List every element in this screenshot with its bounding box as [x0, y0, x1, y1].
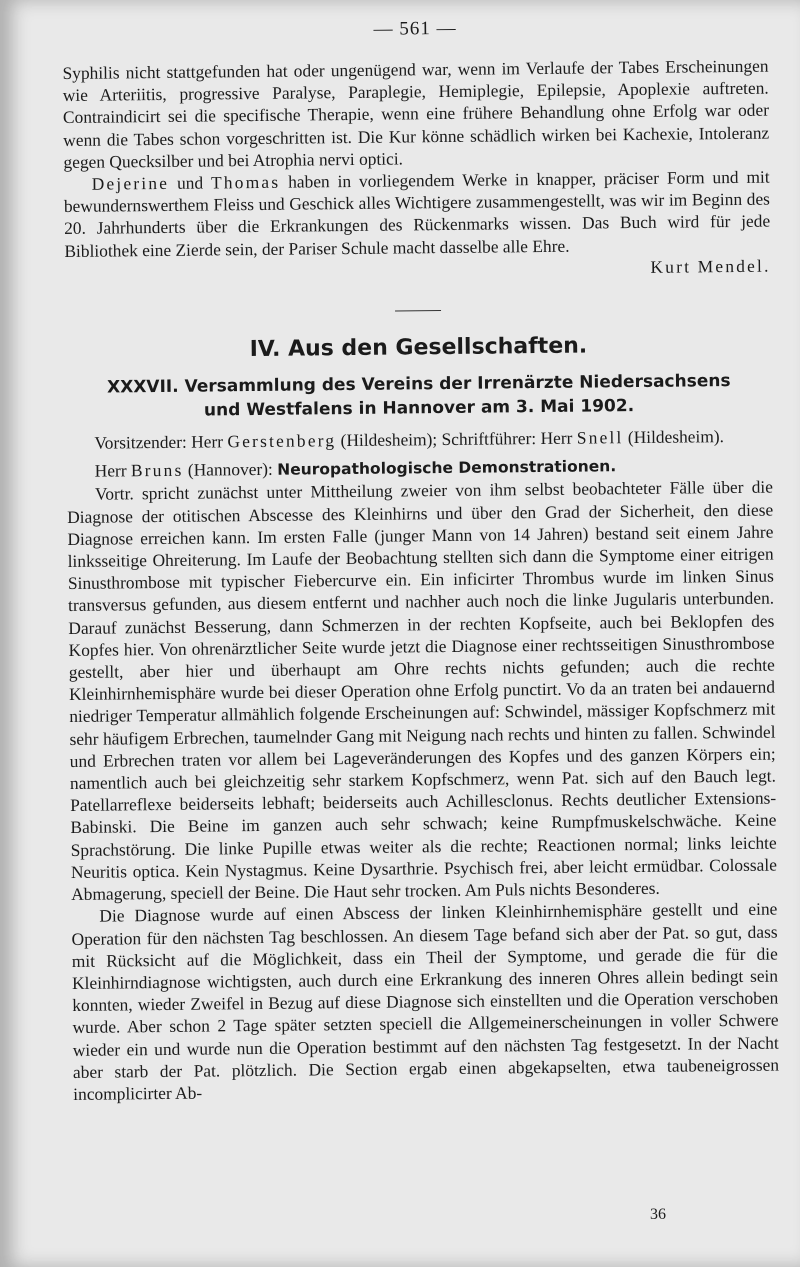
secretary-place: (Hildesheim). [627, 426, 725, 448]
chair-name: Gerstenberg [227, 430, 337, 452]
secretary-name: Snell [576, 427, 624, 448]
author-thomas: Thomas [210, 171, 281, 193]
paragraph-syphilis: Syphilis nicht stattgefunden hat oder ungenügend war, wenn im Verlaufe der Tabes Erscheinungen wie Arteriitis, progressive Paralyse, Paraplegie, Hemiplegie, Epilepsie, Apoplexie auftreten. Contraindicirt sei die specifische Therapie, wenn eine frühere Behandlung ohne Erfolg war oder wenn die Tabes schon vorgeschritten ist. Die Kur könne schädlich wirken bei Kachexie, Intoleranz gegen Quecksilber und bei Atrophia nervi optici. [62, 55, 770, 172]
meeting-heading-line2: und Westfalens in Hannover am 3. Mai 1902. [203, 396, 635, 421]
meeting-heading [66, 369, 772, 424]
speaker-topic: Neuropathologische Demonstrationen. [277, 457, 617, 480]
paragraph-diagnosis: Die Diagnose wurde auf einen Abscess der linken Kleinhirnhemisphäre gestellt und eine Operation für den nächsten Tag beschlossen. An diesem Tage befand sich aber der Pat. so gut, dass mit Rücksicht auf die Möglichkeit, dass ein Theil der Symptome, und gerade die für die Kleinhirndiagnose wichtigsten, auch durch eine Erkrankung des inneren Ohres allein bedingt sein konnten, wieder Zweifel in Bezug auf diese Diagnose sich einstellten und die Operation verschoben wurde. Aber schon 2 Tage später setzten speciell die Allgemeinerscheinungen in voller Schwere wieder ein und wurde nun die Operation bestimmt auf den nächsten Tag festgesetzt. In der Nacht aber starb der Pat. plötzlich. Die Section ergab einen abgekapselten, etwa taubeneigrossen incomplicirter Ab- [71, 898, 780, 1104]
chair-place-secretary-label: (Hildesheim); Schriftführer: Herr [340, 427, 573, 451]
review-signature: Kurt Mendel. [650, 255, 771, 277]
speaker-name: Bruns [130, 459, 184, 481]
paragraph-case-report: Vortr. spricht zunächst unter Mittheilung zweier von ihm selbst beobachteter Fälle über die Diagnose der otitischen Abscesse des Kleinhirns und über den Grad der Sicherheit, den diese Diagnose erreichen kann. Im ersten Falle (junger Mann von 14 Jahren) bestand seit einem Jahre linksseitige Ohreiterung. Im Laufe der Beobachtung stellten sich dann die Symptome einer eitrigen Sinusthrombose mit typischer Fiebercurve ein. Ein inficirter Thrombus wurde im linken Sinus transversus gefunden, aus diesem entfernt und nachher auch noch die linke Jugularis unterbunden. Darauf zunächst Besserung, dann Schmerzen in der rechten Kopfseite, auch bei Beklopfen des Kopfes hier. Von ohrenärztlicher Seite wurde jetzt die Diagnose einer rechtsseitigen Sinusthrombose gestellt, aber hier und überhaupt am Ohre rechts nichts gefunden; auch die rechte Kleinhirnhemisphäre wurde bei dieser Operation ohne Erfolg punctirt. Vo da an traten bei andauernd niedriger Temperatur allmählich folgende Erscheinungen auf: Schwindel, mässiger Kopfschmerz mit sehr häufigem Erbrechen, taumelnder Gang mit Neigung nach rechts und hinten zu fallen. Schwindel und Erbrechen traten vor allem bei Lageveränderungen des Kopfes und des ganzen Körpers ein; namentlich auch bei gleichzeitig sehr starkem Kopfschmerz, wenn Pat. sich auf den Bauch legt. Patellarreflexe beiderseits lebhaft; beiderseits auch Achillesclonus. Rechts deutlicher Extensions-Babinski. Die Beine im ganzen auch sehr schwach; keine Rumpfmuskelschwäche. Keine Sprachstörung. Die linke Pupille etwas weiter als die rechte; Reactionen normal; links leichte Neuritis optica. Kein Nystagmus. Keine Dysarthrie. Psychisch frei, aber leicht ermüdbar. Colossale Abmagerung, speciell der Beine. Die Haut sehr trocken. Am Puls nichts Besonderes. [67, 477, 777, 905]
speaker-place: (Hannover): [187, 459, 273, 480]
section-heading: IV. Aus den Gesellschaften. [249, 333, 588, 363]
paragraph-review [64, 166, 771, 262]
page-text-block [62, 15, 779, 1105]
word-und: und [176, 172, 204, 193]
signature-mark: 36 [650, 1206, 666, 1223]
meeting-heading-line1: XXXVII. Versammlung des Vereins der Irrenärzte Niedersachsens [106, 371, 731, 398]
speaker-prefix: Herr [94, 460, 127, 481]
author-dejerine: Dejerine [91, 172, 170, 194]
review-text: haben in vorliegendem Werke in knapper, präciser Form und mit bewundernswerthem Fleiss und Geschick alles Wichtigere zusammengestellt, was wir im Beginn des 20. Jahrhunderts über die Erkrankungen des Rückenmarks wissen. Das Buch wird für jede Bibliothek eine Zierde sein, der Pariser Schule macht dasselbe alle Ehre. [63, 166, 771, 261]
section-divider [395, 310, 441, 311]
officers-line [66, 425, 772, 455]
chair-label: Vorsitzender: Herr [94, 431, 224, 453]
page-number: — 561 — [373, 17, 457, 40]
